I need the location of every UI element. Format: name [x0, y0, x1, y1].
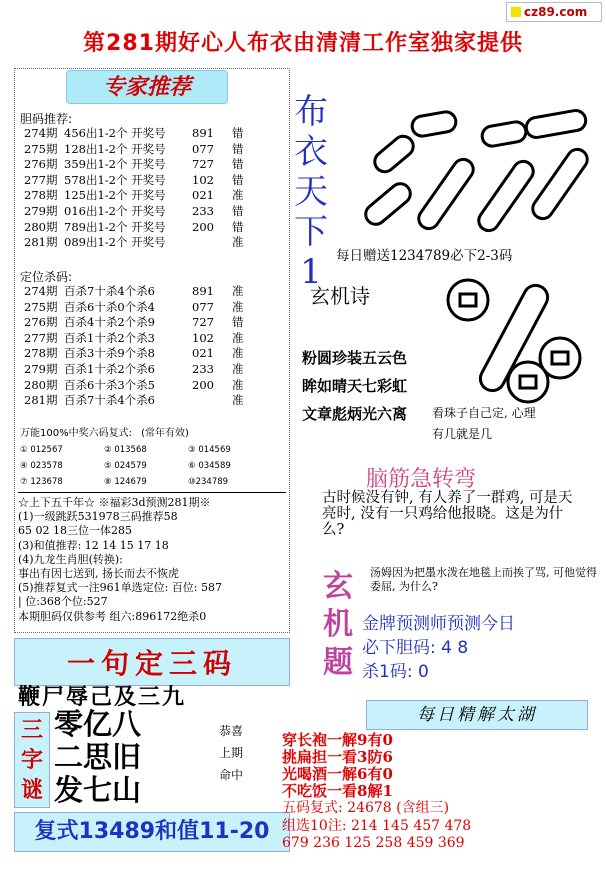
daily-banner: 每日精解太湖 [366, 700, 588, 730]
combo-item: ⑥ 034589 [188, 461, 231, 471]
row-issue: 281期 [24, 235, 58, 250]
row-text: 578出1-2个 开奖号 [64, 172, 166, 187]
combo-row [20, 474, 272, 490]
combo-label: 万能100%中奖六码复式: [20, 428, 132, 439]
row-issue: 277期 [24, 330, 58, 345]
buyi-char: 1 [300, 252, 322, 292]
row-text: 百杀1十杀2个杀3 [64, 330, 155, 345]
row-number: 021 [192, 346, 214, 361]
row-number: 021 [192, 188, 214, 203]
xuanji-shi-title: 玄机诗 [310, 284, 370, 308]
riddle-line: 零亿八 [54, 707, 142, 741]
row-number [192, 235, 232, 251]
logo-square-icon [511, 7, 521, 17]
row-result: 错 [232, 203, 244, 218]
table-row [24, 362, 252, 378]
poem-line: 眸如晴天七彩虹 [302, 377, 408, 395]
kill-table [24, 284, 252, 409]
row-result: 准 [232, 361, 244, 376]
gold-line: 必下胆码: 4 8 [362, 638, 469, 658]
naojin-title: 脑筋急转弯 [366, 467, 477, 492]
row-issue: 278期 [24, 346, 58, 361]
figure-stroke [411, 110, 458, 137]
figure-stroke [362, 180, 415, 229]
table-row [24, 378, 252, 394]
combo-answer-line: 五码复式: 24678 (含组三) [282, 800, 450, 816]
row-result: 准 [232, 377, 244, 392]
watermark-badge [506, 2, 602, 22]
misc-line: 事出有因七送到, 扬长而去不恢虎 [18, 567, 179, 581]
row-text: 百杀7十杀4个杀6 [64, 284, 155, 298]
row-text: 百杀4十杀2个杀9 [64, 315, 155, 330]
xuanji-ti-text: 汤姆因为把墨水泼在地毯上而挨了骂, 可他觉得委屈, 为什么? [370, 566, 597, 593]
table-row [24, 346, 252, 362]
row-result: 准 [232, 284, 244, 298]
figure-stroke [481, 120, 528, 147]
combo-item: ③ 014569 [188, 445, 231, 455]
row-issue: 279期 [24, 203, 58, 218]
misc-line: | 位:368个位:527 [18, 595, 108, 609]
combo-item: ④ 023578 [20, 461, 63, 471]
row-number: 891 [192, 284, 214, 298]
row-text: 089出1-2个 开奖号 [64, 235, 166, 250]
table-row [24, 220, 252, 236]
row-text: 百杀3十杀9个杀8 [64, 346, 155, 361]
table-row [24, 188, 252, 204]
misc-line: (1)一级跳跃531978三码推荐58 [18, 510, 178, 524]
row-text: 百杀1十杀2个杀6 [64, 361, 155, 376]
dan-label: 胆码推荐: [20, 112, 73, 126]
table-row [24, 331, 252, 347]
naojin-text: 古时候没有钟, 有人养了一群鸡, 可是天亮时, 没有一只鸡给他报晓。这是为什么? [322, 490, 573, 538]
row-number: 200 [192, 377, 214, 392]
row-issue: 275期 [24, 141, 58, 156]
caption-line: 看珠子自己定, 心理 [432, 406, 536, 420]
divider [18, 492, 286, 493]
expert-banner: 专家推荐 [66, 70, 228, 104]
row-number: 891 [192, 126, 214, 140]
row-issue: 278期 [24, 188, 58, 203]
combo-note: (常年有效) [141, 428, 189, 439]
gongxi-line: 上期 [218, 746, 243, 760]
gongxi-line: 恭喜 [218, 724, 243, 738]
misc-line: 本期胆码仅供参考 组六:896172绝杀0 [18, 609, 207, 623]
row-text: 百杀7十杀4个杀6 [64, 393, 155, 408]
buyi-char: 天 [294, 172, 328, 212]
combo-answer-line: 组选10注: 214 145 457 478 [282, 817, 472, 834]
daily-gift-text: 每日赠送1234789必下2-3码 [336, 248, 513, 264]
misc-line: (5)推荐复式一注961单选定位: 百位: 587 [18, 581, 222, 595]
row-text: 016出1-2个 开奖号 [64, 203, 166, 218]
figure-stroke [371, 132, 418, 176]
row-issue: 277期 [24, 172, 58, 187]
combo-label-line [20, 426, 189, 442]
buyi-char: 布 [294, 92, 328, 132]
table-row [24, 393, 252, 409]
row-number: 200 [192, 219, 214, 234]
sanzi-char: 字 [20, 747, 43, 773]
riddle-lines [54, 708, 141, 807]
answer-lines [282, 732, 393, 800]
row-result: 准 [232, 393, 244, 408]
xuanji-ti-char: 机 [323, 607, 353, 642]
combo-table [20, 442, 272, 490]
row-result: 准 [232, 188, 244, 203]
sanzi-char: 三 [20, 717, 43, 743]
poem-lines [302, 344, 407, 428]
misc-line: (3)和值推荐: 12 14 15 17 18 [18, 538, 169, 552]
table-row [24, 204, 252, 220]
combo-item: ② 013568 [104, 445, 147, 455]
row-result: 错 [232, 157, 244, 172]
buyi-riddle-figure [336, 84, 590, 244]
row-text: 百杀6十杀0个杀4 [64, 299, 155, 314]
answer-line: 不吃饭一看8解1 [282, 782, 393, 800]
table-row [24, 173, 252, 189]
coin-hole [552, 352, 568, 364]
coin-hole [460, 294, 476, 306]
figure-stroke [529, 145, 590, 222]
riddle-line: 二思旧 [54, 740, 142, 774]
combo-item: ⑩234789 [188, 477, 229, 487]
poem-line: 粉圆珍装五云色 [302, 349, 408, 367]
watermark-text: cz89.com [524, 5, 588, 19]
row-text: 百杀6十杀3个杀5 [64, 377, 155, 392]
row-result: 错 [232, 219, 244, 234]
combo-item: ⑤ 024579 [104, 461, 147, 471]
row-result: 错 [232, 126, 244, 140]
table-row [24, 142, 252, 158]
coin-caption [432, 403, 592, 445]
buyi-vertical-title [286, 92, 336, 292]
page-title: 第281期好心人布衣由清清工作室独家提供 [83, 31, 523, 56]
sanzi-char: 谜 [20, 777, 43, 803]
row-text: 359出1-2个 开奖号 [64, 157, 166, 172]
coin-figure [432, 274, 592, 406]
row-issue: 276期 [24, 315, 58, 330]
buyi-char: 下 [294, 212, 328, 252]
combo-item: ⑧ 124679 [104, 477, 147, 487]
answer-line: 挑扁担一看3防6 [282, 748, 393, 766]
row-issue: 280期 [24, 219, 58, 234]
row-number: 233 [192, 361, 214, 376]
combo-item: ① 012567 [20, 445, 63, 455]
row-number: 102 [192, 330, 214, 345]
table-row [24, 284, 252, 300]
combo-row [20, 458, 272, 474]
caption-line: 有几就是几 [432, 427, 493, 441]
table-row [24, 157, 252, 173]
row-issue: 280期 [24, 377, 58, 392]
dan-table [24, 126, 252, 251]
row-text: 128出1-2个 开奖号 [64, 141, 166, 156]
coin-hole [520, 376, 536, 388]
row-issue: 281期 [24, 393, 58, 408]
row-result: 错 [232, 141, 244, 156]
xuanji-ti-title [316, 568, 360, 682]
misc-list [18, 496, 222, 624]
answer-line: 穿长袍一解9有0 [282, 731, 393, 749]
row-result: 错 [232, 172, 244, 187]
row-number: 077 [192, 299, 214, 314]
figure-stroke [415, 155, 477, 232]
row-issue: 279期 [24, 361, 58, 376]
table-row [24, 315, 252, 331]
row-result: 准 [232, 235, 244, 250]
gold-line: 金牌预测师预测今日 [362, 614, 515, 634]
row-text: 789出1-2个 开奖号 [64, 219, 166, 234]
row-result: 错 [232, 315, 244, 330]
kill-label: 定位杀码: [20, 270, 73, 284]
poem-line: 文章彪炳光六离 [302, 405, 408, 423]
xuanji-ti-char: 题 [323, 645, 353, 680]
misc-line: ☆上下五千年☆ ※福彩3d预测281期※ [18, 496, 211, 509]
row-issue: 274期 [24, 284, 58, 298]
table-row [24, 300, 252, 316]
combo-item: ⑦ 123678 [20, 477, 63, 487]
misc-line: (4)九龙生肖胆(转换): [18, 552, 123, 566]
gold-line: 杀1码: 0 [362, 662, 429, 682]
row-issue: 276期 [24, 157, 58, 172]
row-text: 125出1-2个 开奖号 [64, 188, 166, 203]
combo-answer-lines [282, 800, 471, 853]
row-number: 233 [192, 203, 214, 218]
buyi-char: 衣 [294, 132, 328, 172]
row-number: 727 [192, 157, 214, 172]
fushi-banner: 复式13489和值11-20 [14, 812, 290, 852]
row-number: 077 [192, 141, 214, 156]
gongxi-line: 命中 [218, 768, 243, 782]
sanzi-label [14, 712, 50, 808]
ding-title: 一句定三码 [66, 647, 237, 680]
row-issue: 274期 [24, 126, 58, 140]
row-result: 准 [232, 330, 244, 345]
riddle-line: 发七山 [54, 773, 142, 807]
row-text: 456出1-2个 开奖号 [64, 126, 166, 140]
row-issue: 275期 [24, 299, 58, 314]
gold-prediction [362, 612, 515, 684]
misc-line: 65 02 18三位一体285 [18, 524, 132, 538]
gongxi-note [216, 720, 246, 786]
figure-stroke [475, 157, 537, 234]
table-row [24, 235, 252, 251]
row-number: 727 [192, 315, 214, 330]
row-number [192, 393, 232, 409]
figure-stroke [525, 109, 588, 139]
row-result: 准 [232, 299, 244, 314]
row-number: 102 [192, 172, 214, 187]
combo-row [20, 442, 272, 458]
table-row [24, 126, 252, 142]
combo-answer-line: 679 236 125 258 459 369 [282, 835, 465, 851]
bian-line: 鞭尸辱己及三九 [18, 684, 187, 710]
row-result: 准 [232, 346, 244, 361]
xuanji-ti-char: 玄 [323, 569, 353, 604]
answer-line: 光喝酒一解6有0 [282, 765, 393, 783]
